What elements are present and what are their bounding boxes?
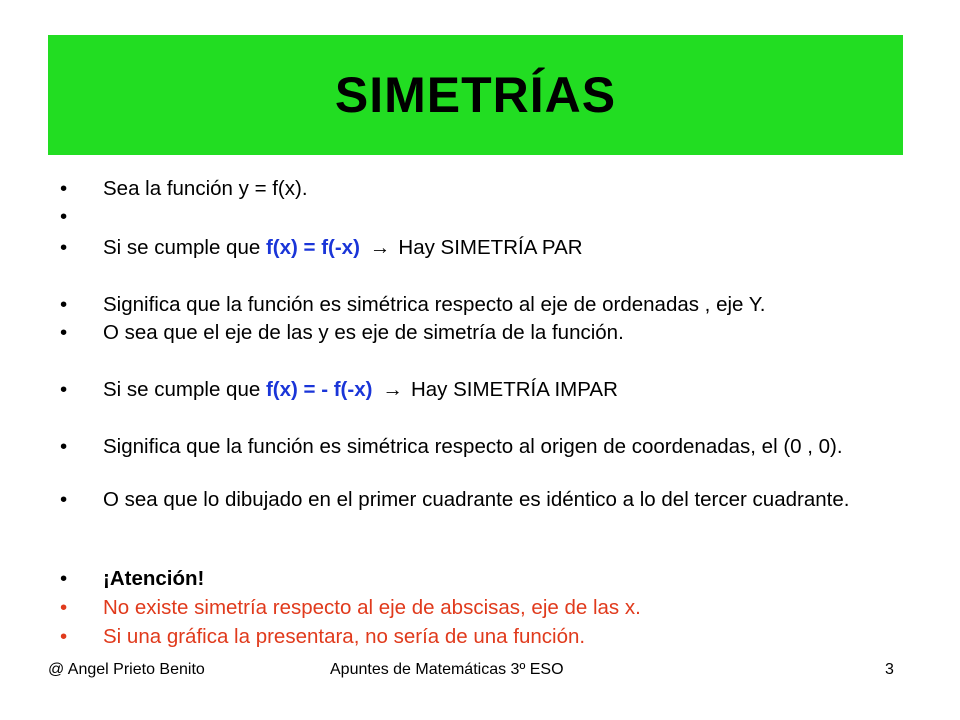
arrow-right-icon: →	[382, 378, 403, 401]
bullet-glyph: •	[60, 205, 68, 228]
bullet-prefix: Si se cumple que	[103, 378, 266, 401]
bullet-text: O sea que lo dibujado en el primer cuadrante es idéntico a lo del tercer cuadrante.	[103, 488, 850, 511]
bullet-item	[60, 377, 900, 402]
bullet-item	[60, 566, 900, 591]
bullet-list	[60, 0, 920, 660]
formula-even: f(x) = f(-x)	[265, 236, 360, 259]
bullet-text: Sea la función y = f(x).	[103, 177, 308, 200]
bullet-item	[60, 176, 900, 201]
bullet-glyph: •	[60, 625, 68, 648]
bullet-glyph: •	[60, 236, 68, 259]
bullet-glyph: •	[60, 488, 68, 511]
bullet-item	[60, 487, 900, 512]
warning-text: No existe simetría respecto al eje de abscisas, eje de las x.	[103, 596, 641, 619]
bullet-glyph: •	[60, 435, 68, 458]
footer-course: Apuntes de Matemáticas 3º ESO	[330, 661, 564, 678]
bullet-glyph: •	[60, 293, 68, 316]
footer-page-number: 3	[885, 661, 894, 678]
bullet-item	[60, 434, 900, 459]
bullet-prefix: Si se cumple que	[103, 236, 266, 259]
bullet-glyph: •	[60, 596, 68, 619]
bullet-text: Significa que la función es simétrica respecto al eje de ordenadas , eje Y.	[103, 293, 766, 316]
bullet-glyph: •	[60, 321, 68, 344]
bullet-text	[103, 377, 900, 402]
bullet-glyph: •	[60, 567, 68, 590]
bullet-item	[60, 235, 900, 260]
bullet-glyph: •	[60, 177, 68, 200]
bullet-item	[60, 624, 900, 649]
bullet-glyph: •	[60, 378, 68, 401]
bullet-item	[60, 292, 900, 317]
bullet-item	[60, 595, 900, 620]
bullet-text: Significa que la función es simétrica respecto al origen de coordenadas, el (0 , 0).	[103, 435, 843, 458]
warning-text: Si una gráfica la presentara, no sería de una función.	[103, 625, 586, 648]
formula-odd: f(x) = - f(-x)	[265, 378, 373, 401]
attention-heading: ¡Atención!	[103, 567, 205, 590]
arrow-right-icon: →	[369, 236, 391, 259]
bullet-text: O sea que el eje de las y es eje de simetría de la función.	[103, 321, 624, 344]
footer-author: @ Angel Prieto Benito	[48, 661, 205, 678]
bullet-result: Hay SIMETRÍA PAR	[398, 236, 583, 259]
bullet-result: Hay SIMETRÍA IMPAR	[410, 378, 618, 401]
slide-title: SIMETRÍAS	[334, 67, 617, 123]
bullet-item	[60, 320, 900, 345]
bullet-text	[103, 235, 900, 260]
